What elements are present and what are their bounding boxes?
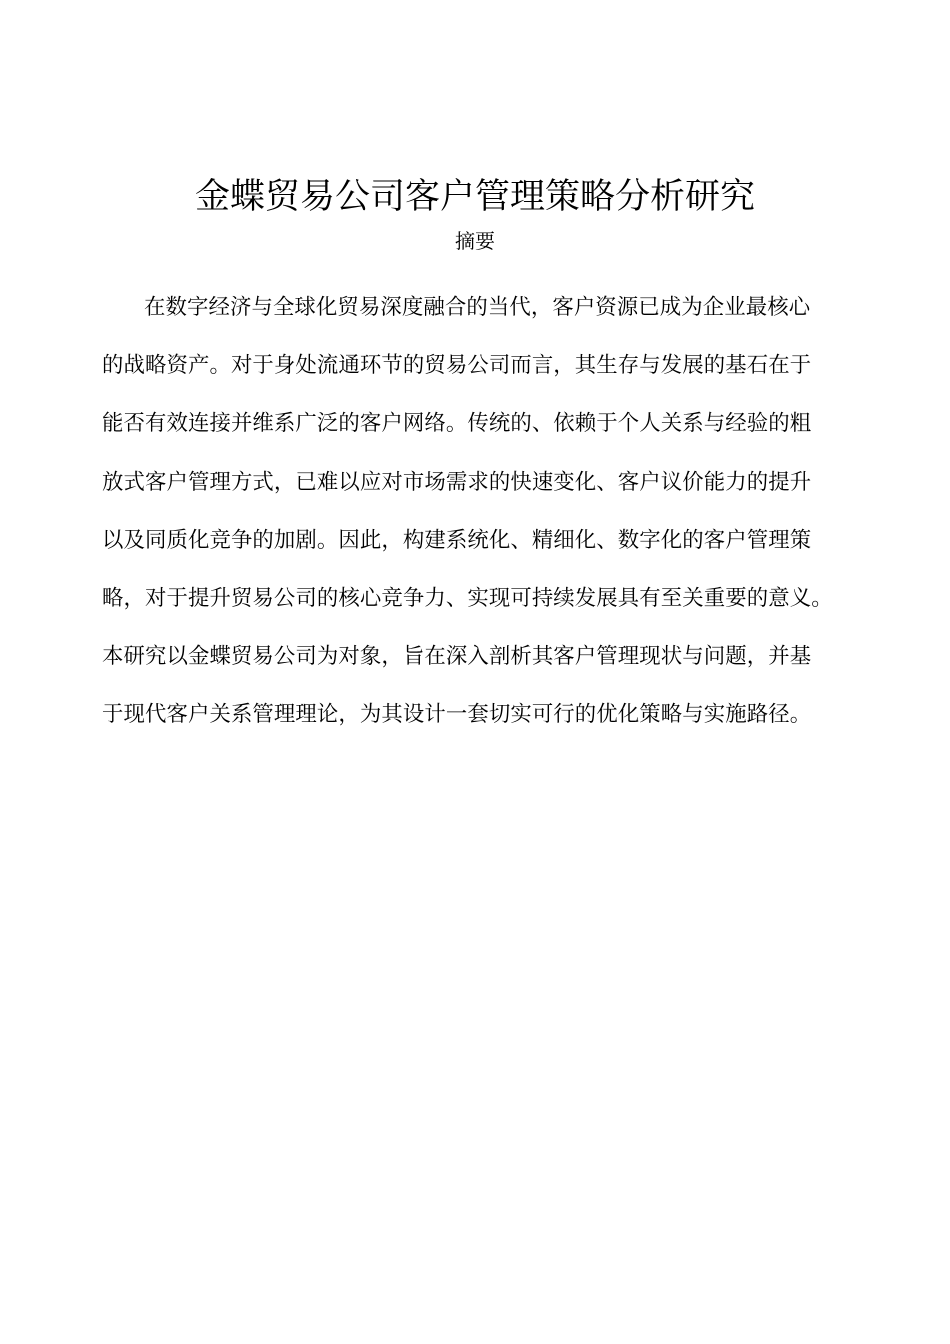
abstract-line: 的战略资产。对于身处流通环节的贸易公司而言，其生存与发展的基石在于 [102, 353, 812, 379]
abstract-line: 于现代客户关系管理理论，为其设计一套切实可行的优化策略与实施路径。 [102, 702, 812, 728]
document-title: 金蝶贸易公司客户管理策略分析研究 [194, 177, 755, 218]
abstract-line: 能否有效连接并维系广泛的客户网络。传统的、依赖于个人关系与经验的粗 [102, 411, 812, 437]
abstract-line: 略，对于提升贸易公司的核心竞争力、实现可持续发展具有至关重要的意义。 [102, 585, 833, 611]
abstract-line: 在数字经济与全球化贸易深度融合的当代，客户资源已成为企业最核心 [144, 295, 811, 320]
abstract-line: 以及同质化竞争的加剧。因此，构建系统化、精细化、数字化的客户管理策 [102, 527, 812, 553]
abstract-heading: 摘要 [455, 229, 495, 253]
abstract-line: 本研究以金蝶贸易公司为对象，旨在深入剖析其客户管理现状与问题，并基 [102, 644, 812, 670]
abstract-paragraph [102, 290, 862, 756]
abstract-line: 放式客户管理方式，已难以应对市场需求的快速变化、客户议价能力的提升 [102, 469, 812, 495]
